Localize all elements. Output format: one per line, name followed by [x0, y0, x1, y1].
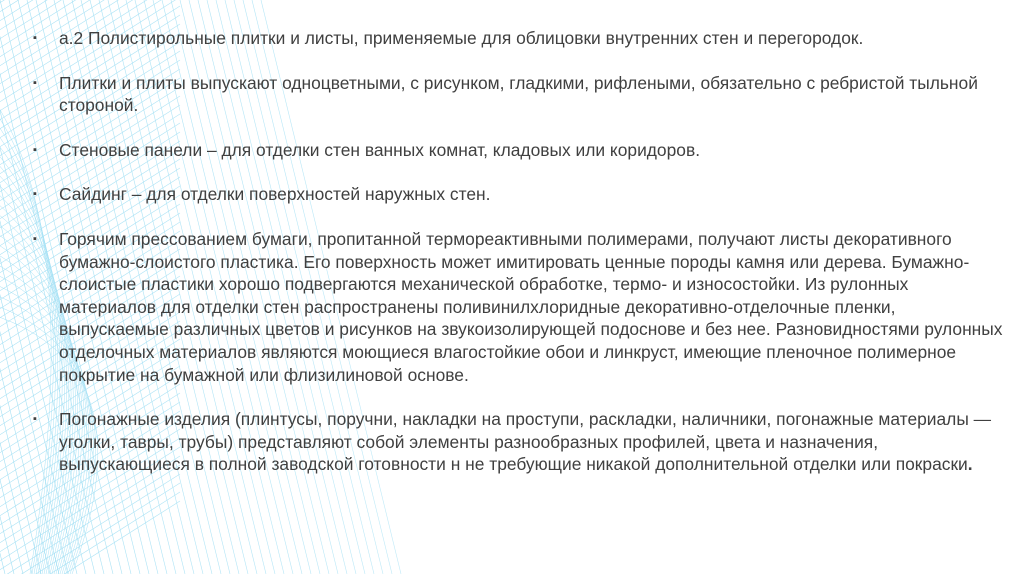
list-item-text: Стеновые панели – для отделки стен ванных комнат, кладовых или коридоров.: [59, 139, 701, 160]
bullet-marker: ▪: [33, 413, 37, 426]
list-item: [33, 183, 1008, 206]
mesh-line: [0, 483, 180, 574]
bullet-marker: ▪: [33, 32, 37, 44]
bullet-marker: ▪: [33, 143, 37, 156]
bullet-list: [33, 27, 1008, 476]
list-item: [33, 228, 1008, 386]
bullet-marker: ▪: [33, 232, 37, 245]
list-item: [33, 139, 1008, 162]
mesh-line: [0, 0, 180, 9]
list-item-text: Погонажные изделия (плинтусы, поручни, накладки на проступи, раскладки, наличники, погонажные материалы — уголки, тавры, трубы) представляют собой элементы разнообразных профилей, цвета и назначения, выпускающиеся в полной заводской готовности н не требующие никакой дополнительной отделки или покраски: [59, 409, 992, 475]
bullet-marker: ▪: [33, 76, 37, 89]
list-item-text: Горячим прессованием бумаги, пропитанной термореактивными полимерами, получают листы декоративного бумажно-слоистого пластика. Его поверхность может имитировать ценные породы камня или дерева. Бумажно-слоистые пластики хорошо подвергаются механической обработке, термо- и износостойки. Из рулонных материалов для отделки стен распространены поливинилхлоридные декоративно-отделочные пленки, выпускаемые различных цветов и рисунков на звукоизолирующей подоснове и без нее. Разновидностями рулонных отделочных материалов являются моющиеся влагостойкие обои и линкруст, имеющие пленочное полимерное покрытие на бумажной или флизилиновой основе.: [59, 228, 1003, 385]
list-item-text: Плитки и плиты выпускают одноцветными, с рисунком, гладкими, рифлеными, обязательно с ребристой тыльной стороной.: [59, 72, 978, 116]
list-item-text: Сайдинг – для отделки поверхностей наружных стен.: [59, 184, 491, 205]
list-item: [33, 27, 1008, 50]
bullet-marker: ▪: [33, 188, 37, 201]
list-item: [33, 72, 1008, 117]
list-item-text: а.2 Полистирольные плитки и листы, применяемые для облицовки внутренних стен и перегородок.: [59, 28, 864, 48]
list-item-trailing-period: .: [967, 454, 973, 475]
list-item: [33, 408, 1008, 476]
mesh-line: [0, 501, 180, 574]
